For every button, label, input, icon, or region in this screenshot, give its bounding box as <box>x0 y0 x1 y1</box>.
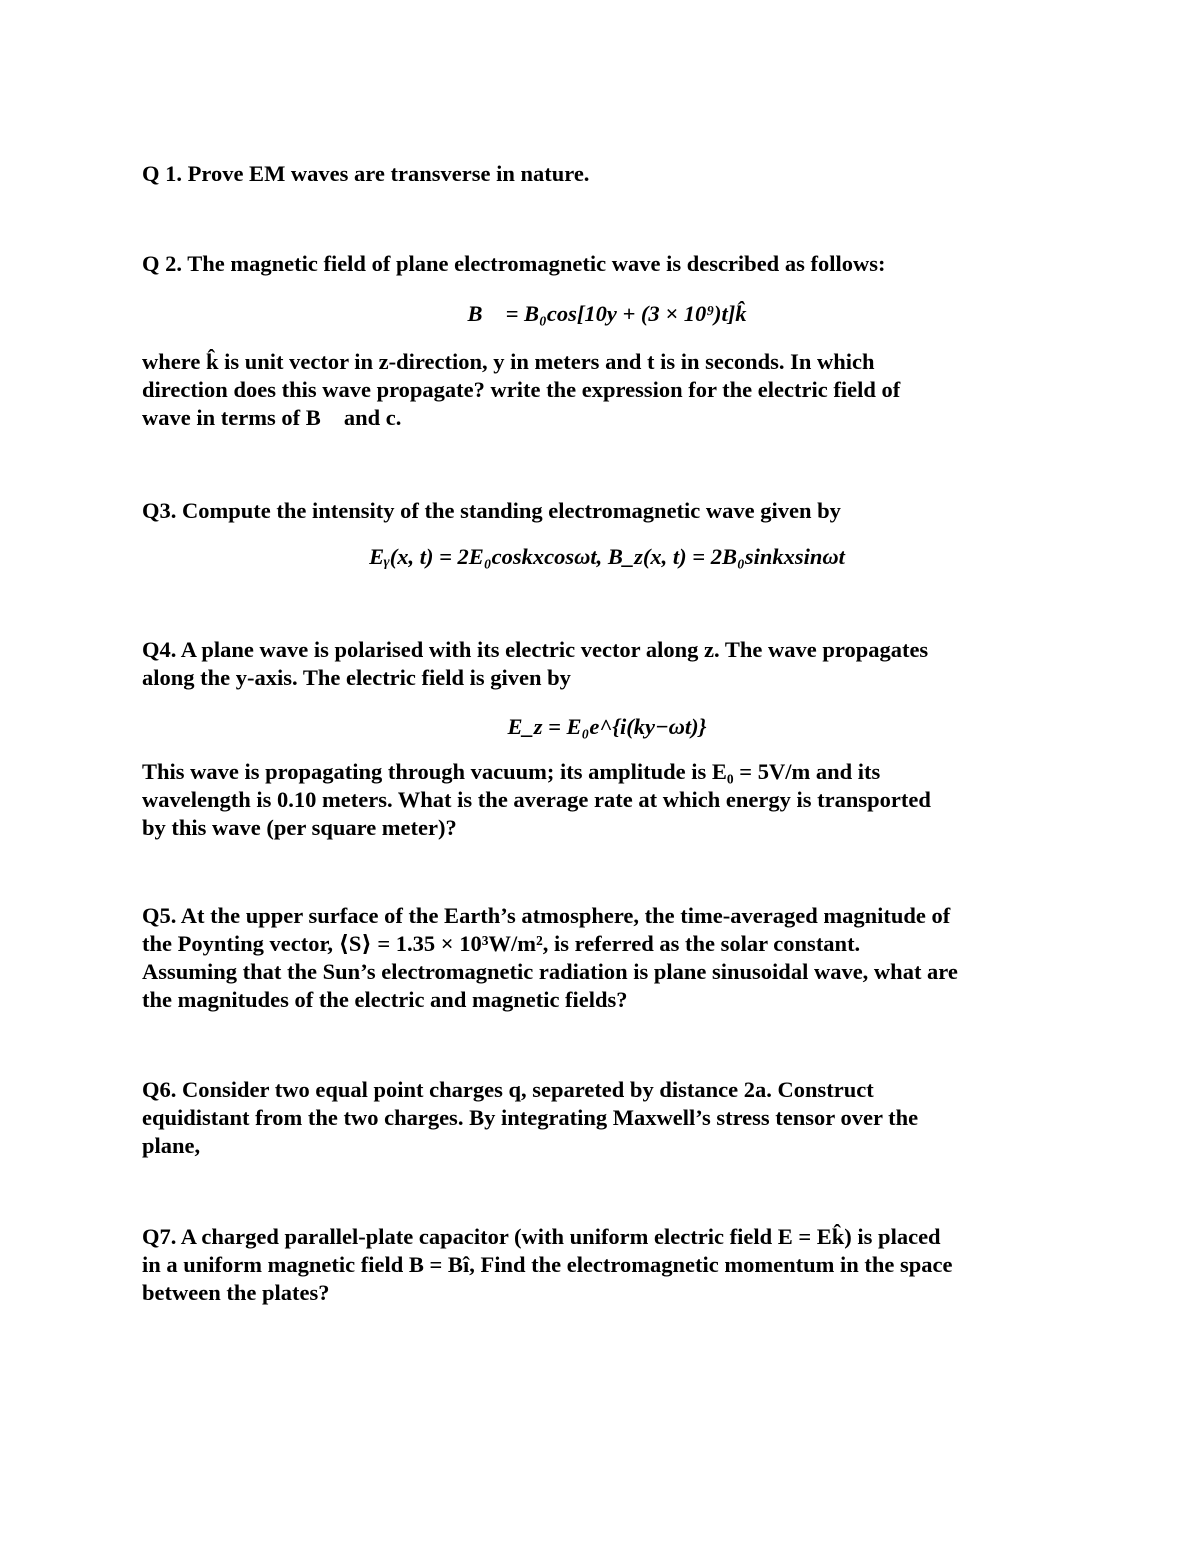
q7-text-line: Q7. A charged parallel-plate capacitor (with uniform electric field E = Ek̂) is placed <box>142 1224 941 1249</box>
question-4 <box>142 636 1072 692</box>
question-3 <box>142 497 1072 525</box>
q5-text-line: Assuming that the Sun’s electromagnetic radiation is plane sinusoidal wave, what are <box>142 959 958 984</box>
question-6 <box>142 1076 1072 1160</box>
question-1 <box>142 160 1072 188</box>
q4-text-line: This wave is propagating through vacuum; its amplitude is E₀ = 5V/m and its <box>142 759 881 784</box>
q2-text-line: where k̂ is unit vector in z-direction, y in meters and t is in seconds. In which <box>142 349 875 374</box>
q7-text-line: in a uniform magnetic field B = Bî, Find the electromagnetic momentum in the space <box>142 1252 953 1277</box>
q6-text-line: Q6. Consider two equal point charges q, separeted by distance 2a. Construct <box>142 1077 874 1102</box>
q4-text-line: Q4. A plane wave is polarised with its electric vector along z. The wave propagates <box>142 637 929 662</box>
question-5 <box>142 902 1072 1014</box>
question-2-body <box>142 348 1072 432</box>
question-7 <box>142 1223 1072 1307</box>
q4-equation: E_z = E₀e^{i(ky−ωt)} <box>507 714 707 739</box>
q6-text-line: plane, <box>142 1133 201 1158</box>
q6-text-line: equidistant from the two charges. By integrating Maxwell’s stress tensor over the <box>142 1105 919 1130</box>
q1-text: Q 1. Prove EM waves are transverse in nature. <box>142 161 590 186</box>
q2-text: Q 2. The magnetic field of plane electromagnetic wave is described as follows: <box>142 251 886 276</box>
q4-text-line: by this wave (per square meter)? <box>142 815 457 840</box>
q4-text-line: along the y-axis. The electric field is given by <box>142 665 571 690</box>
q5-text-line: the magnitudes of the electric and magnetic fields? <box>142 987 628 1012</box>
q3-equation: Eᵧ(x, t) = 2E₀coskxcosωt, B_z(x, t) = 2B₀sinkxsinωt <box>369 544 845 569</box>
q5-text-line: the Poynting vector, ⟨S⟩ = 1.35 × 10³W/m², is referred as the solar constant. <box>142 931 861 956</box>
q2-equation: B⃗ = B₀cos[10y + (3 × 10⁹)t]k̂ <box>467 301 747 326</box>
q5-text-line: Q5. At the upper surface of the Earth’s atmosphere, the time-averaged magnitude of <box>142 903 951 928</box>
q2-text-line: direction does this wave propagate? write the expression for the electric field of <box>142 377 901 402</box>
q2-text-line: wave in terms of B⃗ and c. <box>142 405 402 430</box>
q4-text-line: wavelength is 0.10 meters. What is the average rate at which energy is transported <box>142 787 931 812</box>
question-4-body <box>142 758 1072 842</box>
q7-text-line: between the plates? <box>142 1280 330 1305</box>
q3-text: Q3. Compute the intensity of the standing electromagnetic wave given by <box>142 498 841 523</box>
question-2 <box>142 250 1072 278</box>
